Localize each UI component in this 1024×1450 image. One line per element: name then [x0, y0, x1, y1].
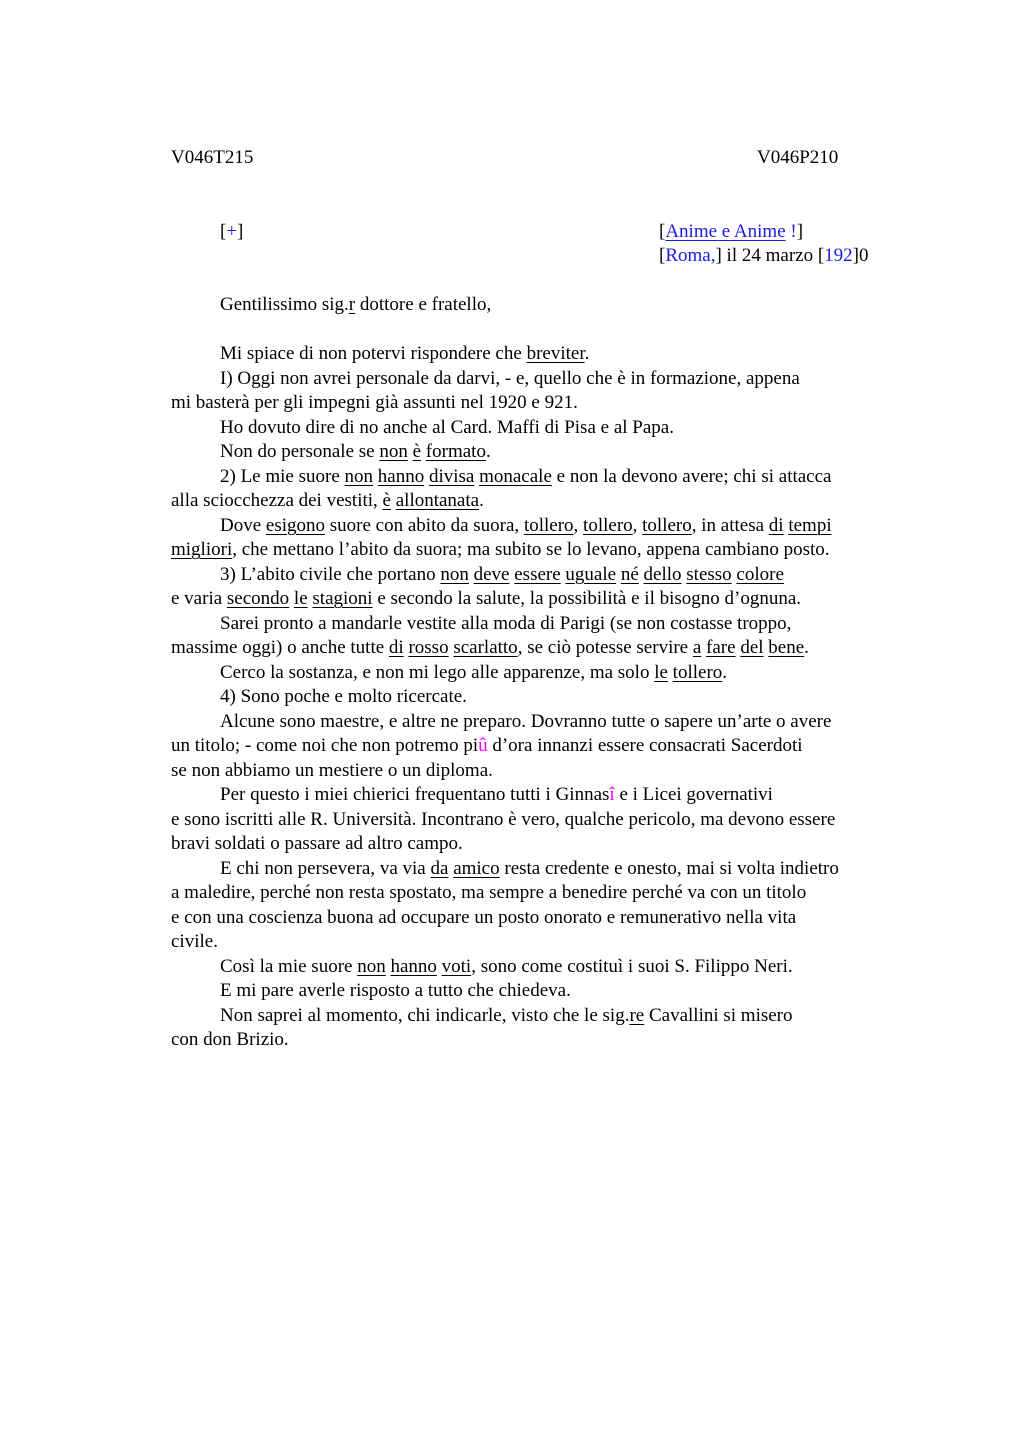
- body-line: [171, 1028, 911, 1053]
- text-run: Non saprei al momento, chi indicarle, visto che le sig.: [220, 1004, 630, 1026]
- text-run: e varia: [171, 588, 227, 609]
- text-run: 4) Sono poche e molto ricercate.: [220, 686, 467, 707]
- underlined-word: non: [357, 955, 386, 977]
- text-run: , in attesa: [691, 514, 769, 536]
- body-line: [171, 783, 911, 808]
- underlined-word: monacale: [479, 465, 552, 487]
- underlined-word: tollero: [642, 514, 692, 536]
- underlined-word: stagioni: [312, 588, 373, 609]
- underlined-word: secondo: [226, 588, 290, 609]
- text-run: .: [722, 661, 728, 683]
- salutation-abbr: r: [348, 294, 356, 315]
- body-line: [171, 955, 911, 980]
- underlined-word: da: [430, 857, 449, 879]
- text-run: bravi soldati o passare ad altro campo.: [171, 833, 463, 854]
- plus-link[interactable]: +: [226, 221, 238, 242]
- body-line: [171, 367, 911, 392]
- body-line: [171, 342, 911, 367]
- underlined-word: è: [412, 441, 422, 462]
- body-line: [171, 538, 911, 563]
- date-line: [Roma,] il 24 marzo [192]0: [659, 245, 869, 266]
- year-prefix: 192: [824, 245, 853, 266]
- underlined-word: bene: [768, 637, 805, 658]
- body-line: [171, 832, 911, 857]
- text-run: Per questo i miei chierici frequentano tutti i Ginnas: [220, 784, 610, 805]
- text-run: e secondo la salute, la possibilità e il bisogno d’ognuna.: [372, 588, 802, 609]
- text-run: con don Brizio.: [171, 1029, 289, 1050]
- text-run: Mi spiace di non potervi rispondere che: [220, 343, 527, 364]
- corrected-char: û: [478, 735, 488, 756]
- underlined-word: esigono: [265, 514, 326, 536]
- text-run: se non abbiamo un mestiere o un diploma.: [171, 759, 493, 781]
- text-run: Cerco la sostanza, e non mi lego alle apparenze, ma solo: [220, 661, 655, 683]
- text-run: civile.: [171, 931, 218, 952]
- text-run: .: [479, 490, 484, 511]
- body-line: [171, 759, 911, 784]
- body-line: [171, 416, 911, 441]
- body-line: [171, 612, 911, 637]
- document-code-left: V046T215: [171, 147, 254, 168]
- body-line: [171, 734, 911, 759]
- body-line: [171, 391, 911, 416]
- underlined-word: tollero: [672, 661, 723, 683]
- underlined-word: scarlatto: [453, 637, 518, 658]
- underlined-word: dello: [643, 563, 682, 585]
- underlined-word: hanno: [377, 465, 425, 487]
- year-suffix: 0: [858, 245, 869, 266]
- text-run: .: [584, 343, 590, 364]
- body-line: [171, 465, 911, 490]
- underlined-word: tollero: [523, 514, 574, 536]
- corrected-char: î: [609, 784, 615, 805]
- underlined-word: fare: [706, 637, 736, 658]
- text-run: Sarei pronto a mandarle vestite alla moda di Parigi (se non costasse troppo,: [220, 612, 792, 634]
- underlined-word: formato: [425, 441, 486, 462]
- underlined-word: tollero: [583, 514, 633, 536]
- body-line: [171, 440, 911, 465]
- body-line: [171, 930, 911, 955]
- body-line: [171, 881, 911, 906]
- underlined-word: non: [344, 465, 374, 487]
- text-run: e sono iscritti alle R. Università. Incontrano è vero, qualche pericolo, ma devono essere: [171, 808, 836, 830]
- date-text: il 24 marzo: [721, 245, 818, 266]
- text-run: , sono come costituì i suoi S. Filippo Neri.: [471, 955, 793, 977]
- text-run: mi basterà per gli impegni già assunti nel 1920 e 921.: [171, 392, 578, 413]
- underlined-word: divisa: [428, 465, 475, 487]
- underlined-word: le: [293, 588, 308, 609]
- text-run: Alcune sono maestre, e altre ne preparo. Dovranno tutte o sapere un’arte o avere: [220, 710, 832, 732]
- text-run: Dove: [220, 514, 266, 536]
- motto: [Anime e Anime !]: [659, 221, 804, 242]
- body-line: [171, 661, 911, 686]
- text-run: Cavallini si misero: [644, 1004, 793, 1026]
- underlined-word: colore: [736, 563, 784, 585]
- underlined-word: di: [768, 514, 784, 536]
- body-line: [171, 587, 911, 612]
- underlined-word: a: [692, 637, 702, 658]
- underlined-word: tempi: [788, 514, 832, 536]
- body-line: [171, 808, 911, 833]
- underlined-word: non: [440, 563, 469, 585]
- body-line: [171, 636, 911, 661]
- text-run: E mi pare averle risposto a tutto che chiedeva.: [220, 980, 571, 1001]
- text-run: d’ora innanzi essere consacrati Sacerdoti: [487, 735, 803, 756]
- body-line: [171, 489, 911, 514]
- underlined-word: voti: [441, 955, 472, 977]
- document-code-right: V046P210: [757, 147, 839, 168]
- text-run: e i Licei governativi: [614, 784, 773, 805]
- underlined-word: deve: [473, 563, 510, 585]
- text-run: I) Oggi non avrei personale da darvi, - e, quello che è in formazione, appena: [220, 367, 800, 389]
- letter-body: [171, 342, 911, 1053]
- text-run: massime oggi) o anche tutte: [171, 637, 389, 658]
- body-line: [171, 514, 911, 539]
- text-run: un titolo; - come noi che non potremo pi: [171, 735, 479, 756]
- text-run: ,: [632, 514, 643, 536]
- body-line: [171, 710, 911, 735]
- text-run: e con una coscienza buona ad occupare un posto onorato e remunerativo nella vita: [171, 906, 797, 928]
- salutation-post: dottore e fratello,: [355, 294, 492, 315]
- underlined-word: migliori: [171, 539, 233, 560]
- underlined-word: stesso: [686, 563, 732, 585]
- plus-marker: [+]: [220, 221, 244, 242]
- text-run: , che mettano l’abito da suora; ma subito se lo levano, appena cambiano posto.: [232, 539, 830, 560]
- text-run: alla sciocchezza dei vestiti,: [171, 490, 383, 511]
- underlined-word: né: [620, 563, 639, 585]
- underlined-word: breviter: [526, 343, 585, 364]
- text-run: E chi non persevera, va via: [220, 857, 431, 879]
- underlined-word: essere: [514, 563, 561, 585]
- text-run: suore con abito da suora,: [325, 514, 524, 536]
- salutation-pre: Gentilissimo sig.: [220, 294, 349, 315]
- underlined-word: le: [654, 661, 668, 683]
- underlined-word: del: [740, 637, 764, 658]
- underlined-word: rosso: [408, 637, 449, 658]
- text-run: 3) L’abito civile che portano: [220, 563, 441, 585]
- text-run: resta credente e onesto, mai si volta indietro: [499, 857, 839, 879]
- underlined-word: è: [382, 490, 391, 511]
- motto-link[interactable]: Anime e Anime: [665, 221, 786, 242]
- text-run: .: [485, 441, 491, 462]
- text-run: Ho dovuto dire di no anche al Card. Maffi di Pisa e al Papa.: [220, 416, 674, 438]
- underlined-word: re: [629, 1004, 645, 1026]
- body-line: [171, 685, 911, 710]
- underlined-word: allontanata: [395, 490, 480, 511]
- text-run: ,: [573, 514, 584, 536]
- motto-exclamation: !: [790, 221, 797, 242]
- underlined-word: uguale: [565, 563, 617, 585]
- underlined-word: amico: [453, 857, 500, 879]
- body-line: [171, 906, 911, 931]
- body-line: [171, 1004, 911, 1029]
- salutation: [220, 293, 491, 318]
- text-run: Così la mie suore: [220, 955, 358, 977]
- body-line: [171, 563, 911, 588]
- text-run: a maledire, perché non resta spostato, ma sempre a benedire perché va con un titolo: [171, 882, 807, 903]
- text-run: .: [804, 637, 809, 658]
- text-run: e non la devono avere; chi si attacca: [551, 465, 832, 487]
- text-run: , se ciò potesse servire: [517, 637, 693, 658]
- body-line: [171, 857, 911, 882]
- text-run: 2) Le mie suore: [220, 465, 345, 487]
- underlined-word: hanno: [390, 955, 437, 977]
- underlined-word: di: [388, 637, 404, 658]
- underlined-word: non: [379, 441, 408, 462]
- body-line: [171, 979, 911, 1004]
- place: Roma,: [665, 245, 716, 266]
- text-run: Non do personale se: [220, 441, 380, 462]
